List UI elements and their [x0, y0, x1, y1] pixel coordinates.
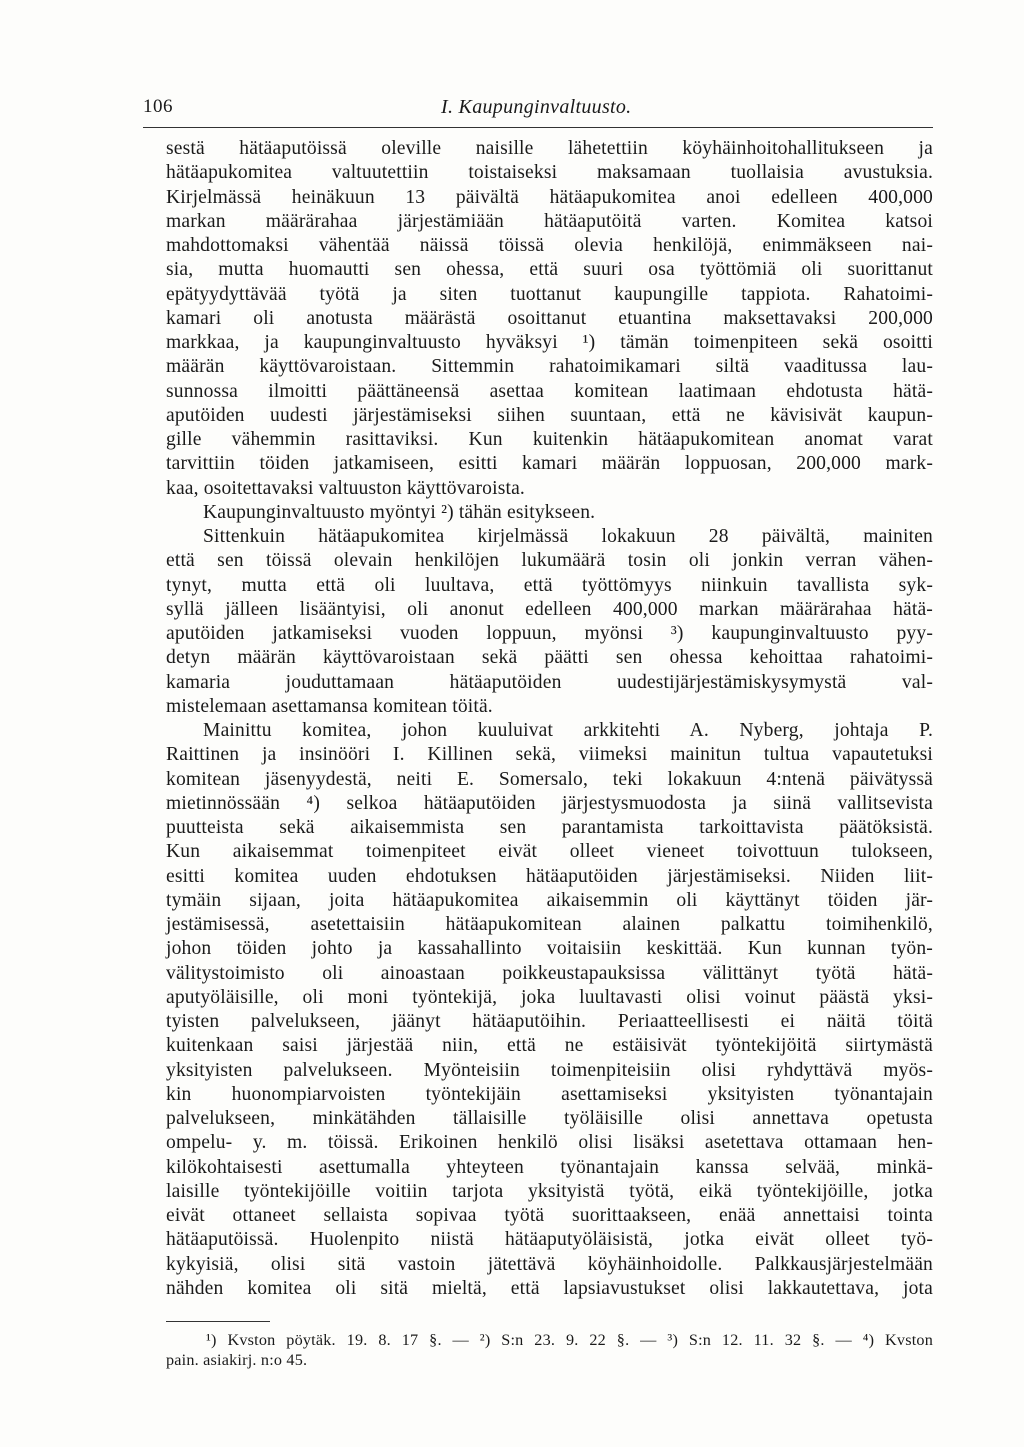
text-line: välitystoimisto oli ainoastaan poikkeustapauksissa välittänyt työtä hätä- — [166, 962, 933, 984]
text-line: eivät ottaneet sellaista sopivaa työtä suorittaakseen, enää annettaisi tointa — [166, 1205, 933, 1226]
text-line: kykyisiä, olisi sitä vastoin jätettävä köyhäinhoidolle. Palkkausjärjestelmään — [166, 1253, 933, 1275]
page-header — [143, 96, 933, 126]
text-line: yksityisten palvelukseen. Myönteisiin toimenpiteisiin olisi ryhdyttävä myös- — [166, 1059, 933, 1081]
body-text — [166, 137, 933, 1301]
text-line: tynyt, mutta että oli luultava, että työttömyys niinkuin tavallista syk- — [166, 574, 933, 596]
text-line: markkaa, ja kaupunginvaltuusto hyväksyi ¹) tämän toimenpiteen sekä osoitti — [166, 332, 933, 353]
text-line: aputyöläisille, oli moni työntekijä, joka luultavasti olisi voinut päästä yksi- — [166, 986, 933, 1008]
text-line: laisille työntekijöille voitiin tarjota yksityistä työtä, eikä työntekijöille, jotka — [166, 1180, 933, 1202]
text-line: aputöiden uudesti järjestämiseksi siihen suuntaan, että ne kävisivät kaupun- — [166, 404, 933, 426]
text-line: nähden komitea oli sitä mieltä, että lapsiavustukset olisi lakkautettava, jota — [166, 1277, 933, 1299]
text-line: Kun aikaisemmat toimenpiteet eivät olleet vieneet toivottuun tulokseen, — [166, 841, 933, 863]
text-line: kin huonompiarvoisten työntekijäin asettamiseksi yksityisten työnantajain — [166, 1083, 933, 1105]
text-line: Raittinen ja insinööri I. Killinen sekä, viimeksi mainitun tultua vapautetuksi — [166, 744, 933, 766]
text-line: markan määrärahaa järjestämiään hätäaputöitä varten. Komitea katsoi — [166, 210, 933, 232]
text-line: hätäaputöissä. Huolenpito niistä hätäaputyöläisistä, jotka eivät olleet työ- — [166, 1229, 933, 1251]
text-line: kilökohtaisesti asettumalla yhteyteen työnantajain kanssa selvää, minkä- — [166, 1156, 933, 1178]
text-line: johon töiden johto ja kassahallinto voitaisiin keskittää. Kun kunnan työn- — [166, 938, 933, 960]
footnote-rule — [166, 1321, 270, 1322]
text-line: puutteista sekä aikaisemmista sen parantamista tarkoittavista päätöksistä. — [166, 817, 933, 838]
text-line: hätäapukomitea valtuutettiin toistaiseksi maksamaan tuollaisia avustuksia. — [166, 162, 933, 184]
text-line: Kaupunginvaltuusto myöntyi ²) tähän esitykseen. — [203, 501, 596, 523]
text-line: määrän käyttövaroistaan. Sittemmin rahatoimikamari siltä vaaditussa lau- — [166, 356, 933, 378]
text-line: että sen töissä olevain henkilöjen lukumäärä tosin oli jonkin verran vähen- — [166, 550, 933, 572]
text-line: mahdottomaksi vähentää näissä töissä olevia henkilöjä, enimmäkseen nai- — [166, 235, 933, 256]
text-line: aputöiden jatkamiseksi vuoden loppuun, myönsi ³) kaupunginvaltuusto pyy- — [166, 623, 933, 644]
text-line: esitti komitea uuden ehdotuksen hätäaputöiden järjestämiseksi. Niiden liit- — [166, 865, 933, 887]
text-line: Sittenkuin hätäapukomitea kirjelmässä lokakuun 28 päivältä, mainiten — [203, 526, 933, 547]
text-line: ompelu- y. m. töissä. Erikoinen henkilö olisi lisäksi asetettava ottamaan hen- — [166, 1132, 933, 1154]
text-line: jestämisessä, asetettaisiin hätäapukomitean alainen palkattu toimihenkilö, — [166, 914, 933, 935]
text-line: sia, mutta huomautti sen ohessa, että suuri osa työttömiä oli suorittanut — [166, 259, 933, 281]
footnote-line: pain. asiakirj. n:o 45. — [166, 1351, 308, 1369]
footnotes — [166, 1330, 933, 1370]
running-title: I. Kaupunginvaltuusto. — [441, 96, 632, 118]
text-line: sunnossa ilmoitti päättäneensä asettaa komitean laatimaan ehdotusta hätä- — [166, 380, 933, 402]
text-line: palvelukseen, minkätähden tällaisille työläisille olisi annettava opetusta — [166, 1108, 933, 1129]
text-line: sestä hätäaputöissä oleville naisille lähetettiin köyhäinhoitohallitukseen ja — [166, 138, 933, 159]
text-line: komitean jäsenyydestä, neiti E. Somersalo, teki lokakuun 4:ntenä päivätyssä — [166, 768, 933, 790]
text-line: syllä jälleen lisääntyisi, oli anonut edelleen 400,000 markan määrärahaa hätä- — [166, 598, 933, 620]
footnote-line: ¹) Kvston pöytäk. 19. 8. 17 §. — ²) S:n 23. 9. 22 §. — ³) S:n 12. 11. 32 §. — ⁴) Kvston — [206, 1331, 933, 1349]
text-line: gille vähemmin rasittaviksi. Kun kuitenkin hätäapukomitean anomat varat — [166, 429, 933, 450]
text-line: detyn määrän käyttövaroistaan sekä päätti sen ohessa kehoittaa rahatoimi- — [166, 647, 933, 669]
text-line: kamaria jouduttamaan hätäaputöiden uudestijärjestämiskysymystä val- — [166, 671, 933, 693]
text-line: mietinnössään ⁴) selkoa hätäaputöiden järjestysmuodosta ja siinä vallitsevista — [166, 792, 933, 814]
text-line: Kirjelmässä heinäkuun 13 päivältä hätäapukomitea anoi edelleen 400,000 — [166, 186, 933, 208]
text-line: tarvittiin töiden jatkamiseen, esitti kamari määrän loppuosan, 200,000 mark- — [166, 453, 933, 475]
text-line: mistelemaan asettamansa komitean töitä. — [166, 695, 493, 717]
text-line: kuitenkaan saisi järjestää niin, että ne estäisivät työntekijöitä siirtymästä — [166, 1035, 933, 1057]
text-line: kamari oli anotusta määrästä osoittanut etuantina maksettavaksi 200,000 — [166, 307, 933, 329]
text-line: tyisten palvelukseen, jäänyt hätäaputöihin. Periaatteellisesti ei näitä töitä — [166, 1011, 933, 1032]
text-line: tymäin sijaan, joita hätäapukomitea aikaisemmin oli käyttänyt töiden jär- — [166, 889, 933, 911]
header-rule — [143, 127, 933, 128]
page-number: 106 — [143, 96, 173, 117]
text-line: kaa, osoitettavaksi valtuuston käyttövaroista. — [166, 477, 525, 499]
text-line: epätyydyttävää työtä ja siten tuottanut kaupungille tappiota. Rahatoimi- — [166, 283, 933, 305]
text-line: Mainittu komitea, johon kuuluivat arkkitehti A. Nyberg, johtaja P. — [203, 720, 933, 741]
